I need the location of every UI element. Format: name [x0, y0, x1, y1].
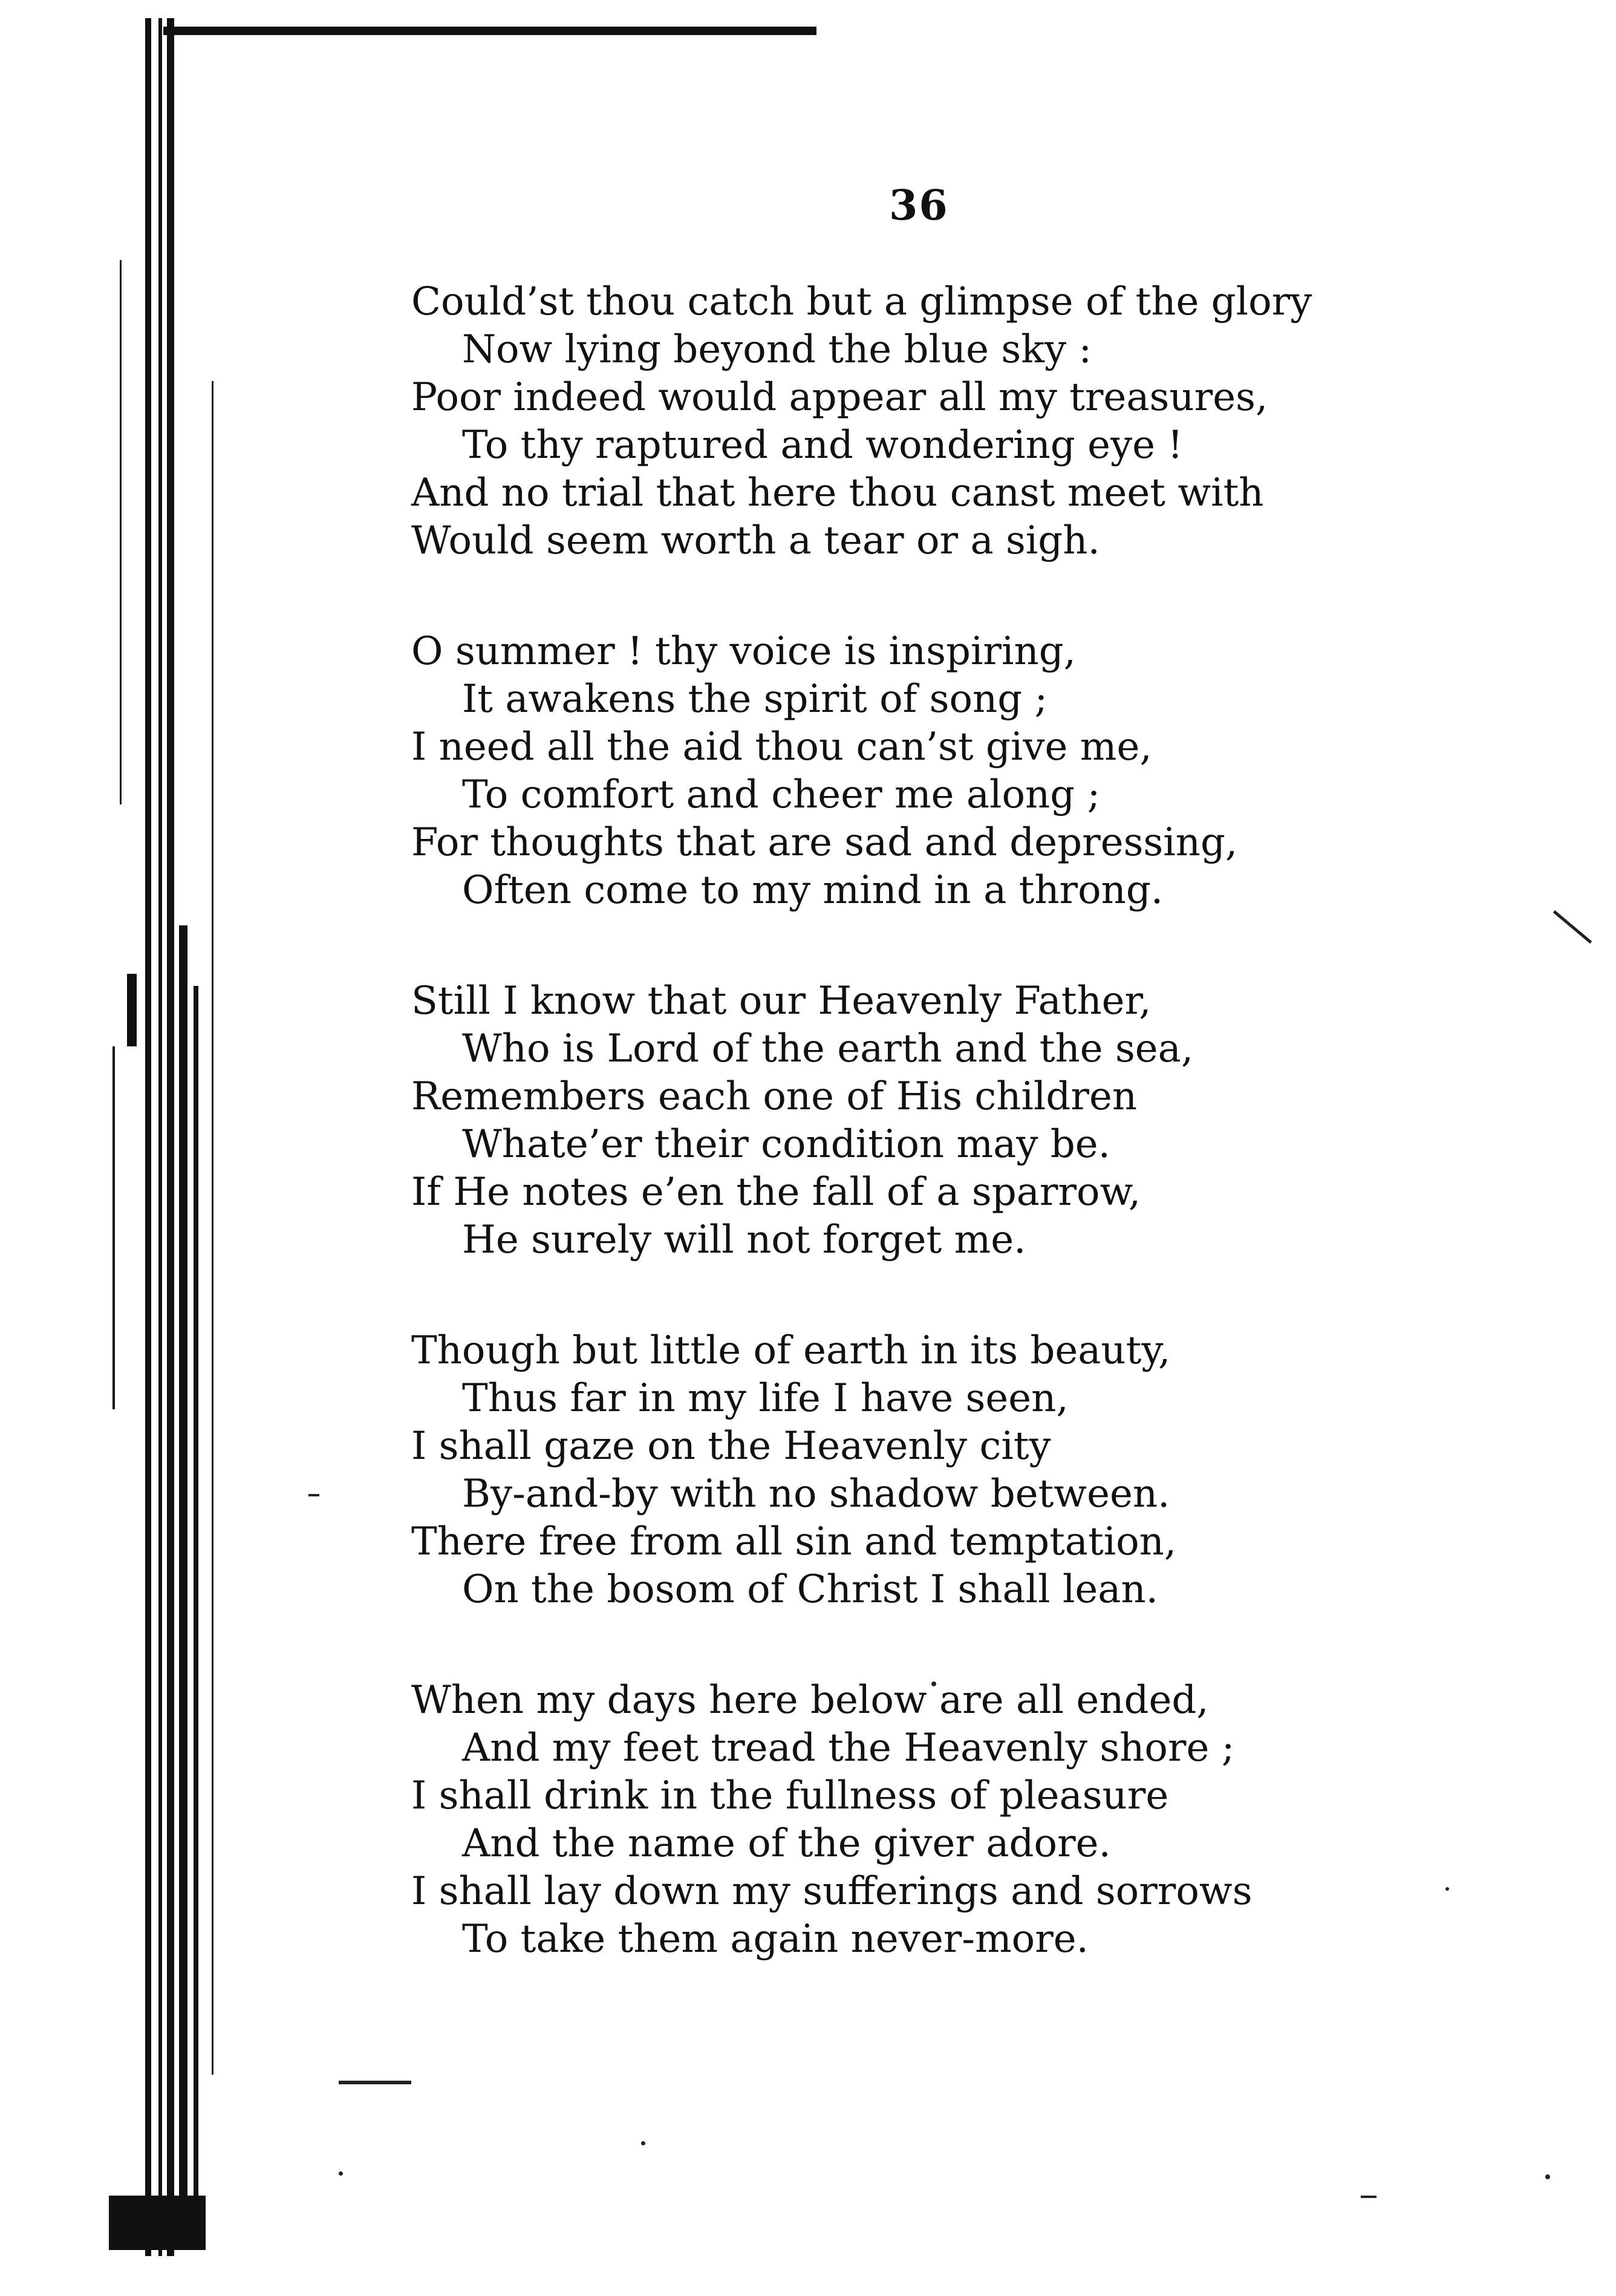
poem-line: Thus far in my life I have seen, — [462, 1376, 1069, 1421]
poem-line: And the name of the giver adore. — [462, 1821, 1111, 1866]
binding-gutter — [109, 18, 236, 2256]
poem-body — [411, 278, 1560, 2026]
poem-line: He surely will not forget me. — [462, 1218, 1026, 1262]
poem-line: To take them again never-more. — [462, 1917, 1089, 1962]
margin-speck — [339, 2171, 343, 2176]
margin-mark — [339, 2081, 411, 2084]
stanza-5 — [411, 1677, 1560, 1963]
poem-line: Often come to my mind in a throng. — [462, 868, 1164, 913]
poem-line: I need all the aid thou can’st give me, — [411, 725, 1152, 769]
poem-line: For thoughts that are sad and depressing, — [411, 820, 1238, 865]
poem-line: Whate’er their condition may be. — [462, 1122, 1110, 1167]
poem-line: I shall drink in the fullness of pleasure — [411, 1773, 1169, 1818]
poem-line: Remembers each one of His children — [411, 1074, 1138, 1119]
margin-speck — [1545, 2174, 1550, 2179]
poem-line: To comfort and cheer me along ; — [462, 772, 1101, 817]
stanza-1 — [411, 278, 1560, 565]
poem-line: By-and-by with no shadow between. — [462, 1472, 1170, 1516]
margin-mark — [1361, 2196, 1377, 2198]
top-rule — [163, 27, 816, 35]
poem-line: And my feet tread the Heavenly shore ; — [462, 1726, 1235, 1770]
poem-line: Now lying beyond the blue sky : — [462, 327, 1092, 372]
poem-line: If He notes e’en the fall of a sparrow, — [411, 1170, 1141, 1215]
margin-speck — [641, 2141, 645, 2145]
stanza-3 — [411, 977, 1560, 1264]
poem-line: Would seem worth a tear or a sigh. — [411, 518, 1100, 563]
poem-line: There free from all sin and temptation, — [411, 1519, 1177, 1564]
poem-line: Who is Lord of the earth and the sea, — [462, 1026, 1194, 1071]
poem-line: It awakens the spirit of song ; — [462, 677, 1048, 722]
page-number: 36 — [889, 181, 949, 230]
stanza-2 — [411, 628, 1560, 915]
stanza-4 — [411, 1327, 1560, 1614]
poem-line: To thy raptured and wondering eye ! — [462, 423, 1184, 468]
poem-line: O summer ! thy voice is inspiring, — [411, 629, 1076, 674]
poem-line: And no trial that here thou canst meet with — [411, 471, 1264, 515]
poem-line: Though but little of earth in its beauty, — [411, 1328, 1171, 1373]
poem-line: I shall lay down my sufferings and sorrows — [411, 1869, 1253, 1914]
poem-line: When my days here below are all ended, — [411, 1678, 1209, 1723]
poem-line: Poor indeed would appear all my treasures, — [411, 375, 1268, 420]
poem-line: On the bosom of Christ I shall lean. — [462, 1567, 1158, 1612]
poem-line: Could’st thou catch but a glimpse of the glory — [411, 279, 1312, 324]
poem-line: I shall gaze on the Heavenly city — [411, 1424, 1051, 1469]
margin-mark — [308, 1494, 319, 1496]
poem-line: Still I know that our Heavenly Father, — [411, 979, 1152, 1023]
